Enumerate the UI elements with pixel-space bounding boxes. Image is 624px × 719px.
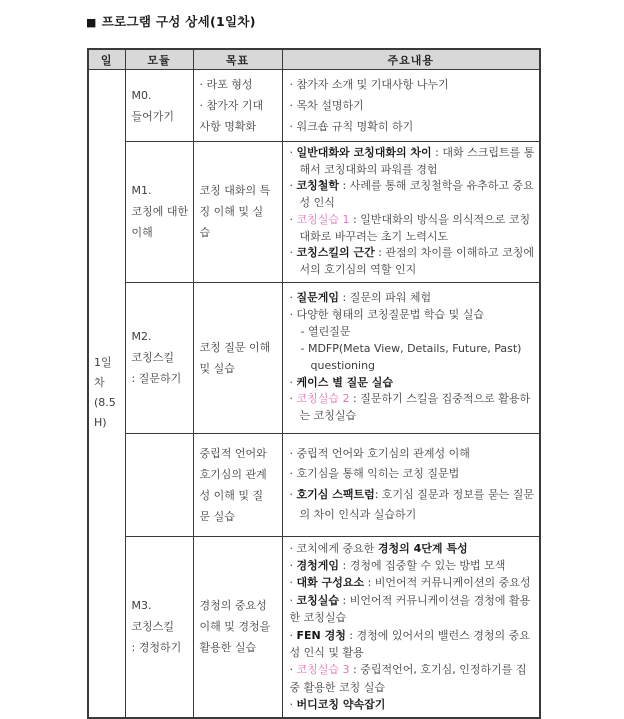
content-bullet [290, 557, 536, 574]
content-segment: : 질문의 파워 체험 [339, 291, 432, 304]
content-bullet [290, 290, 536, 307]
module-cell-line: : 질문하기 [131, 372, 182, 386]
content-segment: : 대화 스크립트를 통해서 코칭대화의 파워를 경험 [299, 146, 535, 176]
content-bullet [301, 324, 536, 341]
content-bullet [290, 444, 536, 465]
content-bullet [290, 592, 536, 627]
content-segment: 열린질문 [307, 324, 351, 338]
bullet-marker: · [289, 541, 297, 555]
content-bullet [290, 178, 536, 211]
table-header-row [88, 49, 540, 70]
table-row [88, 433, 540, 536]
goal-cell [193, 282, 282, 433]
module-cell [125, 282, 193, 433]
table-row [88, 536, 540, 718]
content-bullet [290, 696, 536, 713]
content-segment: : 경청에 집중할 수 있는 방법 모색 [339, 559, 506, 573]
content-segment: 경청의 4단계 특성 [377, 541, 468, 555]
content-bullet [290, 95, 536, 116]
module-cell-line: 들어가기 [131, 109, 175, 123]
column-header-3: 목표 [193, 49, 282, 70]
table-row [88, 282, 540, 433]
content-segment: : 관점의 차이를 이해하고 코칭에서의 호기심의 역할 인지 [299, 246, 535, 276]
module-cell-line: 코칭스킬 [131, 620, 175, 634]
day-cell-line: H) [94, 416, 107, 430]
content-cell [282, 433, 540, 536]
goal-bullet: · 라포 형성 [199, 78, 253, 91]
goal-text: 코칭 대화의 특징 이해 및 실습 [199, 184, 271, 240]
table-body [88, 70, 540, 718]
column-header-1: 일 [88, 49, 125, 70]
module-cell-line: M0. [131, 88, 152, 102]
title-square-icon: ■ [86, 16, 97, 29]
content-bullet [290, 661, 536, 696]
module-cell-line: M3. [131, 599, 152, 613]
bullet-marker: - [300, 341, 308, 355]
column-header-2: 모듈 [125, 49, 193, 70]
content-cell [282, 142, 540, 283]
bullet-marker: · [289, 576, 297, 590]
content-bullet [290, 391, 536, 425]
content-segment: 버디코칭 약속잡기 [296, 698, 386, 712]
bullet-marker: · [289, 559, 297, 573]
day-cell-line: 1일 [94, 356, 112, 370]
bullet-marker: - [300, 324, 308, 338]
content-bullet [290, 212, 536, 245]
content-segment: 코칭실습 2 [296, 392, 350, 406]
content-cell [282, 70, 540, 142]
content-segment: 호기심을 통해 익히는 코칭 질문법 [296, 467, 460, 481]
content-segment: 케이스 별 질문 실습 [296, 375, 393, 389]
bullet-marker: · [289, 467, 297, 481]
module-cell-line: M1. [131, 184, 152, 198]
content-bullet [290, 464, 536, 485]
day-cell [88, 70, 125, 718]
module-cell-line: : 경청하기 [131, 641, 182, 655]
content-segment: : 일반대화의 방식을 의식적으로 코칭대화로 바꾸려는 초기 노력시도 [299, 212, 531, 243]
page-title [86, 12, 256, 30]
bullet-marker: · [289, 99, 297, 112]
goal-cell [193, 70, 282, 142]
content-segment: 중립적 언어와 호기심의 관계성 이해 [296, 446, 470, 460]
content-segment: 경청게임 [296, 559, 340, 573]
page-title-text: 프로그램 구성 상세(1일차) [101, 14, 256, 29]
goal-cell [193, 142, 282, 283]
content-bullet [290, 485, 536, 526]
content-bullet [290, 74, 536, 95]
content-bullet [290, 540, 536, 557]
content-segment: 코칭철학 [296, 179, 340, 193]
module-cell-line: 이해 [131, 226, 153, 240]
bullet-marker: · [289, 446, 297, 460]
bullet-marker: · [289, 212, 297, 226]
content-bullet [290, 574, 536, 591]
content-segment: 코칭실습 3 [296, 663, 350, 677]
table-row [88, 70, 540, 142]
content-segment: 워크숍 규칙 명확히 하기 [296, 120, 414, 133]
content-cell [282, 282, 540, 433]
bullet-marker: · [289, 392, 297, 406]
bullet-marker: · [289, 487, 297, 501]
bullet-marker: · [289, 146, 297, 159]
bullet-marker: · [289, 120, 297, 133]
module-cell-line: 코칭스킬 [131, 351, 175, 365]
table-row [88, 142, 540, 283]
content-bullet [290, 627, 536, 662]
content-segment: 코칭실습 1 [296, 212, 350, 226]
day-cell-line: 차 [94, 376, 105, 390]
module-cell [125, 536, 193, 718]
content-segment: 코칭실습 [296, 593, 340, 607]
content-segment: : 중립적언어, 호기심, 인정하기를 집중 활용한 코칭 실습 [289, 663, 527, 694]
content-bullet [301, 341, 536, 375]
content-segment: 코치에게 중요한 [296, 541, 378, 555]
bullet-marker: · [289, 375, 297, 389]
content-segment: 코칭스킬의 근간 [296, 246, 375, 260]
goal-bullet: · 참가자 기대 사항 명확화 [199, 99, 264, 133]
content-segment: : 질문하기 스킬을 집중적으로 활용하는 코칭실습 [299, 392, 531, 423]
module-cell [125, 433, 193, 536]
bullet-marker: · [289, 307, 297, 321]
content-bullet [290, 375, 536, 392]
content-segment: : 비언어적 커뮤니케이션의 중요성 [364, 576, 531, 590]
content-segment: 일반대화와 코칭대화의 차이 [296, 146, 432, 159]
content-cell [282, 536, 540, 718]
day-cell-line: (8.5 [94, 396, 116, 410]
content-segment: 대화 구성요소 [296, 576, 365, 590]
goal-text: 중립적 언어와 호기심의 관계성 이해 및 질문 실습 [199, 446, 267, 523]
module-cell [125, 142, 193, 283]
bullet-marker: · [289, 78, 297, 91]
content-segment: 다양한 형태의 코칭질문법 학습 및 실습 [296, 307, 484, 321]
module-cell-line: M2. [131, 330, 152, 344]
content-segment: MDFP(Meta View, Details, Future, Past) questioning [307, 341, 522, 372]
column-header-4: 주요내용 [282, 49, 540, 70]
content-bullet [290, 245, 536, 278]
goal-cell [193, 536, 282, 718]
goal-text: 코칭 질문 이해 및 실습 [199, 340, 271, 375]
module-cell [125, 70, 193, 142]
program-table [87, 48, 541, 719]
bullet-marker: · [289, 291, 297, 304]
module-cell-line: 코칭에 대한 [131, 205, 189, 219]
content-bullet [290, 307, 536, 324]
content-segment: 참가자 소개 및 기대사항 나누기 [296, 78, 449, 91]
bullet-marker: · [289, 246, 297, 260]
content-segment: 질문게임 [296, 291, 340, 304]
bullet-marker: · [289, 179, 297, 193]
bullet-marker: · [289, 698, 297, 712]
goal-text: 경청의 중요성 이해 및 경청을 활용한 실습 [199, 599, 271, 655]
content-segment: : 경청에 있어서의 밸런스 경청의 중요성 인식 및 활용 [289, 628, 530, 660]
content-segment: : 사례를 통해 코칭철학을 유추하고 중요성 인식 [299, 179, 534, 210]
content-segment: : 비언어적 커뮤니케이션을 경청에 활용한 코칭실습 [289, 593, 531, 625]
content-segment: FEN 경청 [296, 628, 346, 642]
content-segment: : 호기심 질문과 정보를 묻는 질문의 차이 인식과 실습하기 [299, 487, 535, 522]
content-bullet [290, 145, 536, 178]
content-segment: 호기심 스팩트럼 [296, 487, 375, 501]
goal-cell [193, 433, 282, 536]
bullet-marker: · [289, 628, 297, 642]
content-bullet [290, 116, 536, 137]
bullet-marker: · [289, 663, 297, 677]
bullet-marker: · [289, 593, 297, 607]
content-segment: 목차 설명하기 [296, 99, 364, 112]
